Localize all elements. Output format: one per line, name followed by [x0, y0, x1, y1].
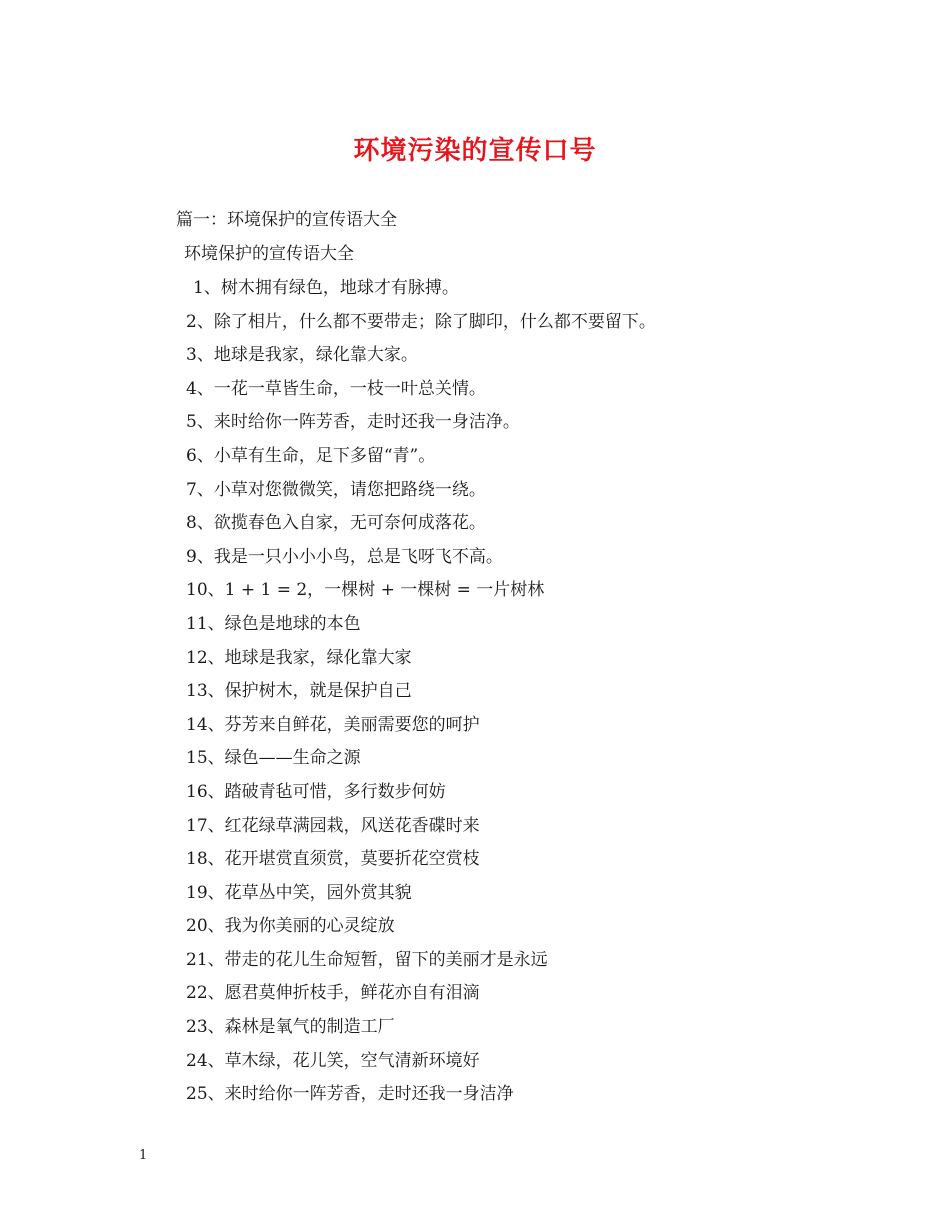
list-item: 14、芬芳来自鲜花，美丽需要您的呵护 [186, 714, 480, 735]
list-item: 20、我为你美丽的心灵绽放 [186, 916, 395, 937]
list-item: 17、红花绿草满园栽，风送花香碟时来 [186, 815, 480, 836]
list-item: 10、1 + 1 = 2，一棵树 + 一棵树 = 一片树林 [186, 580, 545, 601]
list-item: 7、小草对您微微笑，请您把路绕一绕。 [186, 479, 486, 500]
list-item: 4、一花一草皆生命，一枝一叶总关情。 [186, 378, 486, 399]
list-item: 6、小草有生命，足下多留“青”。 [186, 445, 436, 466]
list-item: 2、除了相片，什么都不要带走；除了脚印，什么都不要留下。 [186, 311, 656, 332]
sub-heading: 环境保护的宣传语大全 [184, 244, 354, 264]
list-item: 21、带走的花儿生命短暂，留下的美丽才是永远 [186, 949, 548, 970]
list-item: 1、树木拥有绿色，地球才有脉搏。 [193, 278, 459, 298]
slogan-list [0, 276, 950, 1116]
list-item: 8、欲揽春色入自家，无可奈何成落花。 [186, 513, 486, 534]
document-title: 环境污染的宣传口号 [353, 136, 597, 166]
list-item: 23、森林是氧气的制造工厂 [186, 1017, 395, 1038]
list-item: 9、我是一只小小小鸟，总是飞呀飞不高。 [186, 546, 503, 567]
list-item: 18、花开堪赏直须赏，莫要折花空赏枝 [186, 849, 480, 870]
list-item: 16、踏破青毡可惜，多行数步何妨 [186, 781, 446, 802]
list-item: 15、绿色——生命之源 [186, 748, 361, 769]
section-heading: 篇一：环境保护的宣传语大全 [176, 210, 397, 230]
list-item: 24、草木绿，花儿笑，空气清新环境好 [186, 1050, 480, 1071]
list-item: 12、地球是我家，绿化靠大家 [186, 647, 412, 668]
list-item: 5、来时给你一阵芳香，走时还我一身洁净。 [186, 412, 520, 433]
list-item: 19、花草丛中笑，园外赏其貌 [186, 882, 412, 903]
list-item: 25、来时给你一阵芳香，走时还我一身洁净 [186, 1084, 514, 1105]
page-number: 1 [139, 1148, 148, 1163]
list-item: 13、保护树木，就是保护自己 [186, 681, 412, 702]
list-item: 3、地球是我家，绿化靠大家。 [186, 345, 418, 366]
list-item: 11、绿色是地球的本色 [186, 613, 361, 634]
list-item: 22、愿君莫伸折枝手，鲜花亦自有泪滴 [186, 983, 480, 1004]
